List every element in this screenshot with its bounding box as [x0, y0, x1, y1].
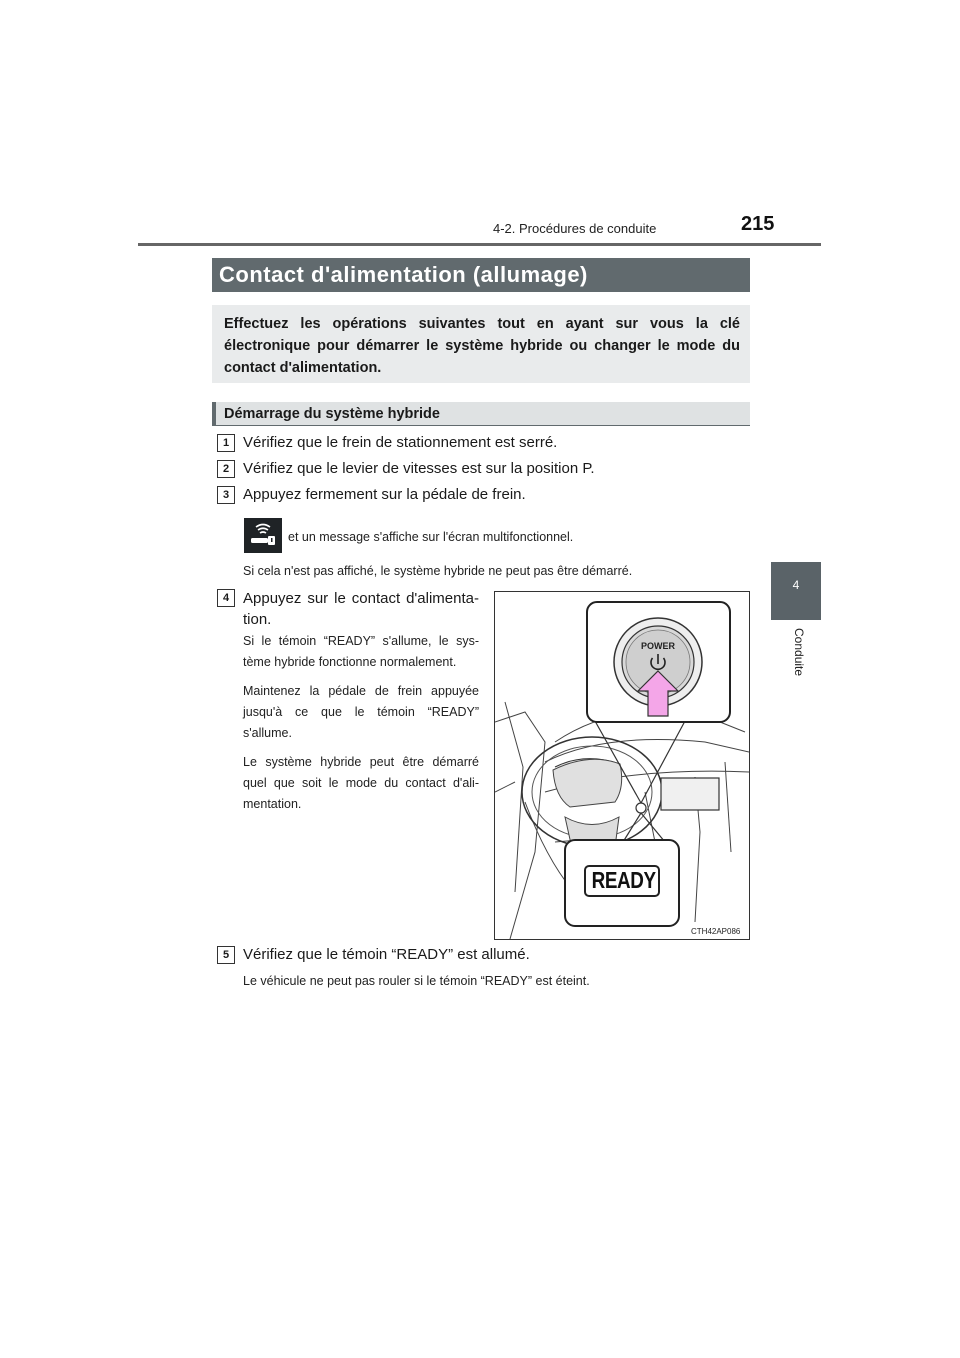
step-5-number: 5: [217, 946, 235, 964]
page-number: 215: [741, 213, 775, 235]
power-switch-illustration: [494, 591, 750, 940]
step-3-number: 3: [217, 486, 235, 504]
step-4-line-2: tion.: [243, 611, 272, 628]
figure-code: CTH42AP086: [691, 927, 741, 936]
step-4-note-2a: Maintenez la pédale de frein appuyée: [243, 684, 479, 698]
step-4-number: 4: [217, 589, 235, 607]
step-4-note-2c: s'allume.: [243, 726, 292, 740]
page-title: Contact d'alimentation (allumage): [212, 258, 750, 292]
step-4-line-1: Appuyez sur le contact d'alimenta-: [243, 590, 479, 607]
step-4-note-2b: jusqu'à ce que le témoin “READY”: [243, 705, 479, 719]
step-1-text: Vérifiez que le frein de stationnement est serré.: [243, 434, 558, 451]
smart-key-indicator-icon: [244, 518, 282, 553]
step-3-note: Si cela n'est pas affiché, le système hybride ne peut pas être démarré.: [243, 564, 633, 578]
step-3-text: Appuyez fermement sur la pédale de frein.: [243, 486, 526, 503]
intro-text: Effectuez les opérations suivantes tout en ayant sur vous la clé électronique pour démarrer le système hybride ou changer le mode du contact d'alimentation.: [224, 316, 740, 376]
step-2-text: Vérifiez que le levier de vitesses est sur la position P.: [243, 460, 595, 477]
ready-label: READY: [591, 867, 656, 893]
step-4-text: [243, 588, 479, 630]
step-5-text: Vérifiez que le témoin “READY” est allumé.: [243, 946, 530, 963]
step-4-note-3b: quel que soit le mode du contact d'ali-: [243, 776, 479, 790]
power-label: POWER: [640, 641, 675, 651]
step-3-icon-caption: et un message s'affiche sur l'écran multifonctionnel.: [288, 530, 574, 544]
step-5-note: Le véhicule ne peut pas rouler si le témoin “READY” est éteint.: [243, 974, 590, 988]
step-4-note-3a: Le système hybride peut être démarré: [243, 755, 479, 769]
chapter-label: Conduite: [792, 628, 806, 677]
chapter-tab: [771, 562, 821, 620]
step-4-note-1b: tème hybride fonctionne normalement.: [243, 655, 457, 669]
chapter-number: 4: [792, 578, 800, 592]
step-4-note-3c: mentation.: [243, 797, 302, 811]
header-rule: [138, 243, 821, 246]
step-1-number: 1: [217, 434, 235, 452]
step-2-number: 2: [217, 460, 235, 478]
step-4-notes: [243, 631, 479, 815]
step-4-note-1a: Si le témoin “READY” s'allume, le sys-: [243, 634, 479, 648]
section-title: 4-2. Procédures de conduite: [493, 221, 657, 236]
subsection-title: Démarrage du système hybride: [212, 402, 750, 426]
intro-box: [212, 305, 750, 383]
